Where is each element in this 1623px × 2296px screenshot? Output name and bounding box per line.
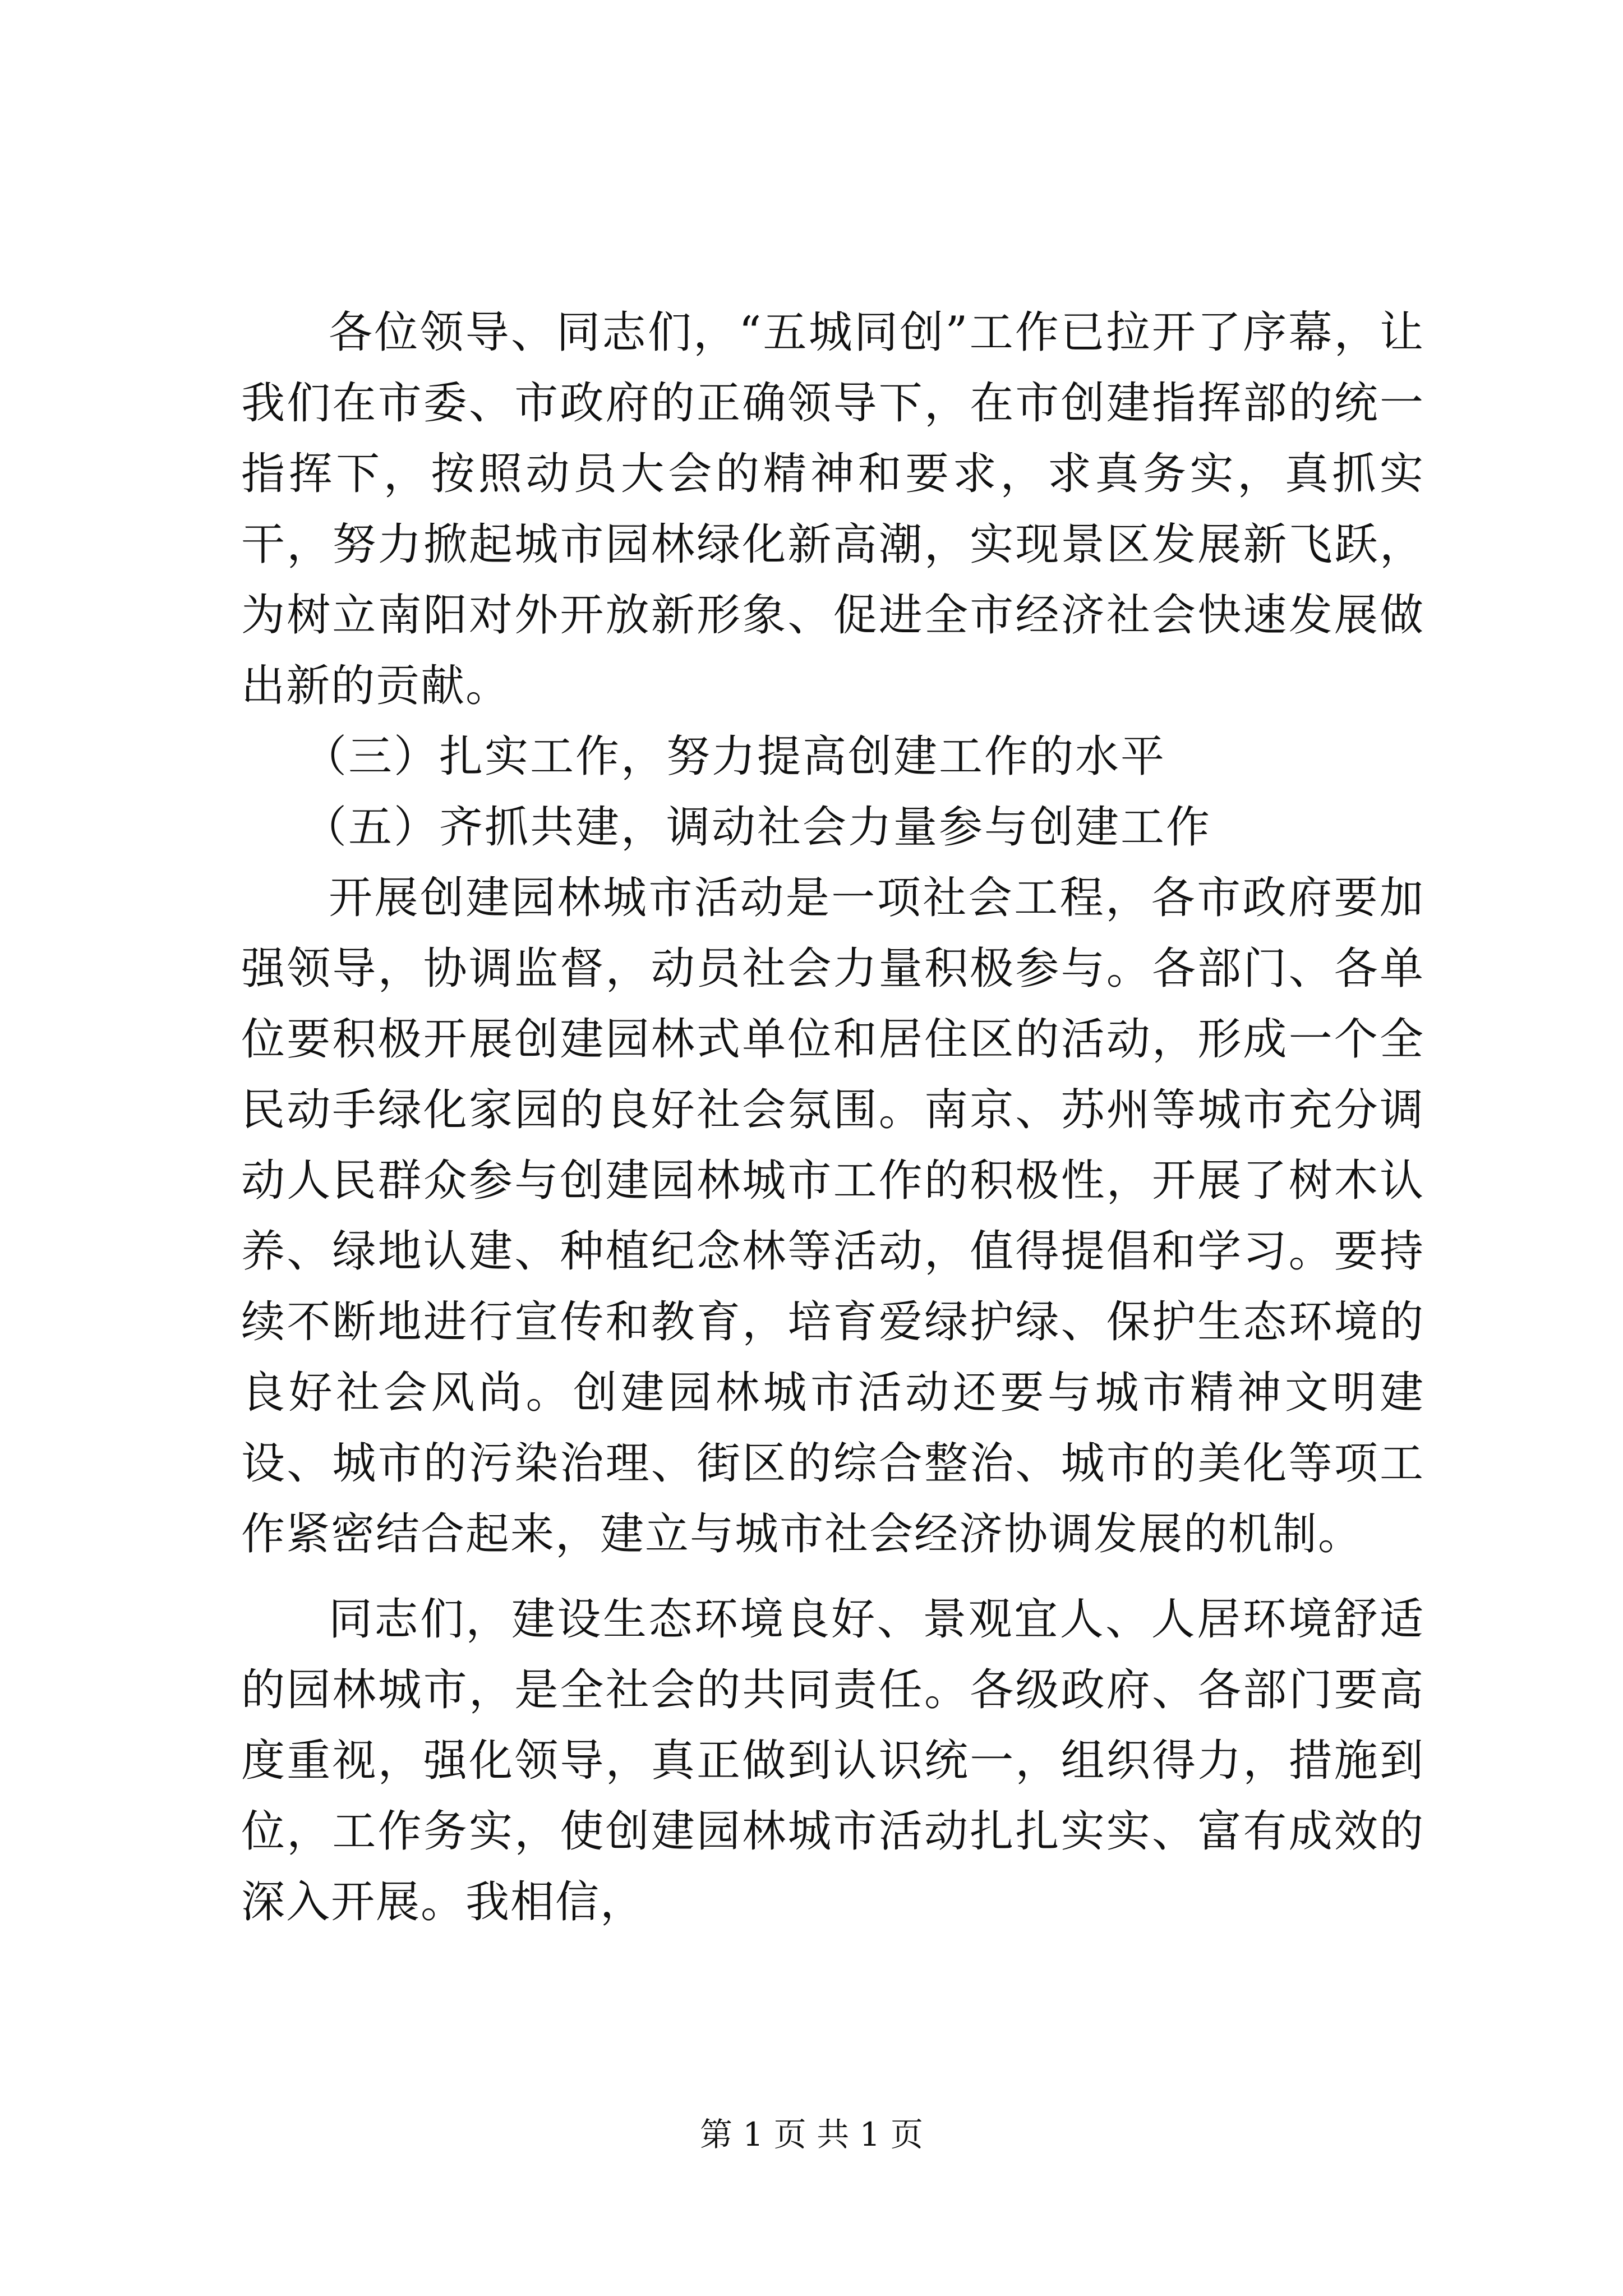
paragraph-social-participation: 开展创建园林城市活动是一项社会工程，各市政府要加强领导，协调监督，动员社会力量积极参与。各部门、各单位要积极开展创建园林式单位和居住区的活动，形成一个全民动手绿化家园的良好社会氛围。南京、苏州等城市充分调动人民群众参与创建园林城市工作的积极性，开展了树木认养、绿地认建、种植纪念林等活动，值得提倡和学习。要持续不断地进行宣传和教育，培育爱绿护绿、保护生态环境的良好社会风尚。创建园林城市活动还要与城市精神文明建设、城市的污染治理、街区的综合整治、城市的美化等项工作紧密结合起来，建立与城市社会经济协调发展的机制。 <box>241 873 1424 1559</box>
section-heading-five: （五）齐抓共建，调动社会力量参与创建工作 <box>303 802 1212 853</box>
paragraph-closing-remarks: 各位领导、同志们，“五城同创”工作已拉开了序幕，让我们在市委、市政府的正确领导下，在市创建指挥部的统一指挥下，按照动员大会的精神和要求，求真务实，真抓实干，努力掀起城市园林绿化新高潮，实现景区发展新飞跃，为树立南阳对外开放新形象、促进全市经济社会快速发展做出新的贡献。 <box>241 307 1424 711</box>
section-heading-three: （三）扎实工作，努力提高创建工作的水平 <box>303 731 1166 782</box>
document-body <box>241 297 1424 1938</box>
page-number-footer: 第 1 页 共 1 页 <box>700 2115 923 2154</box>
paragraph-conclusion: 同志们，建设生态环境良好、景观宜人、人居环境舒适的园林城市，是全社会的共同责任。各级政府、各部门要高度重视，强化领导，真正做到认识统一，组织得力，措施到位，工作务实，使创建园林城市活动扎扎实实、富有成效的深入开展。我相信， <box>241 1594 1424 1927</box>
